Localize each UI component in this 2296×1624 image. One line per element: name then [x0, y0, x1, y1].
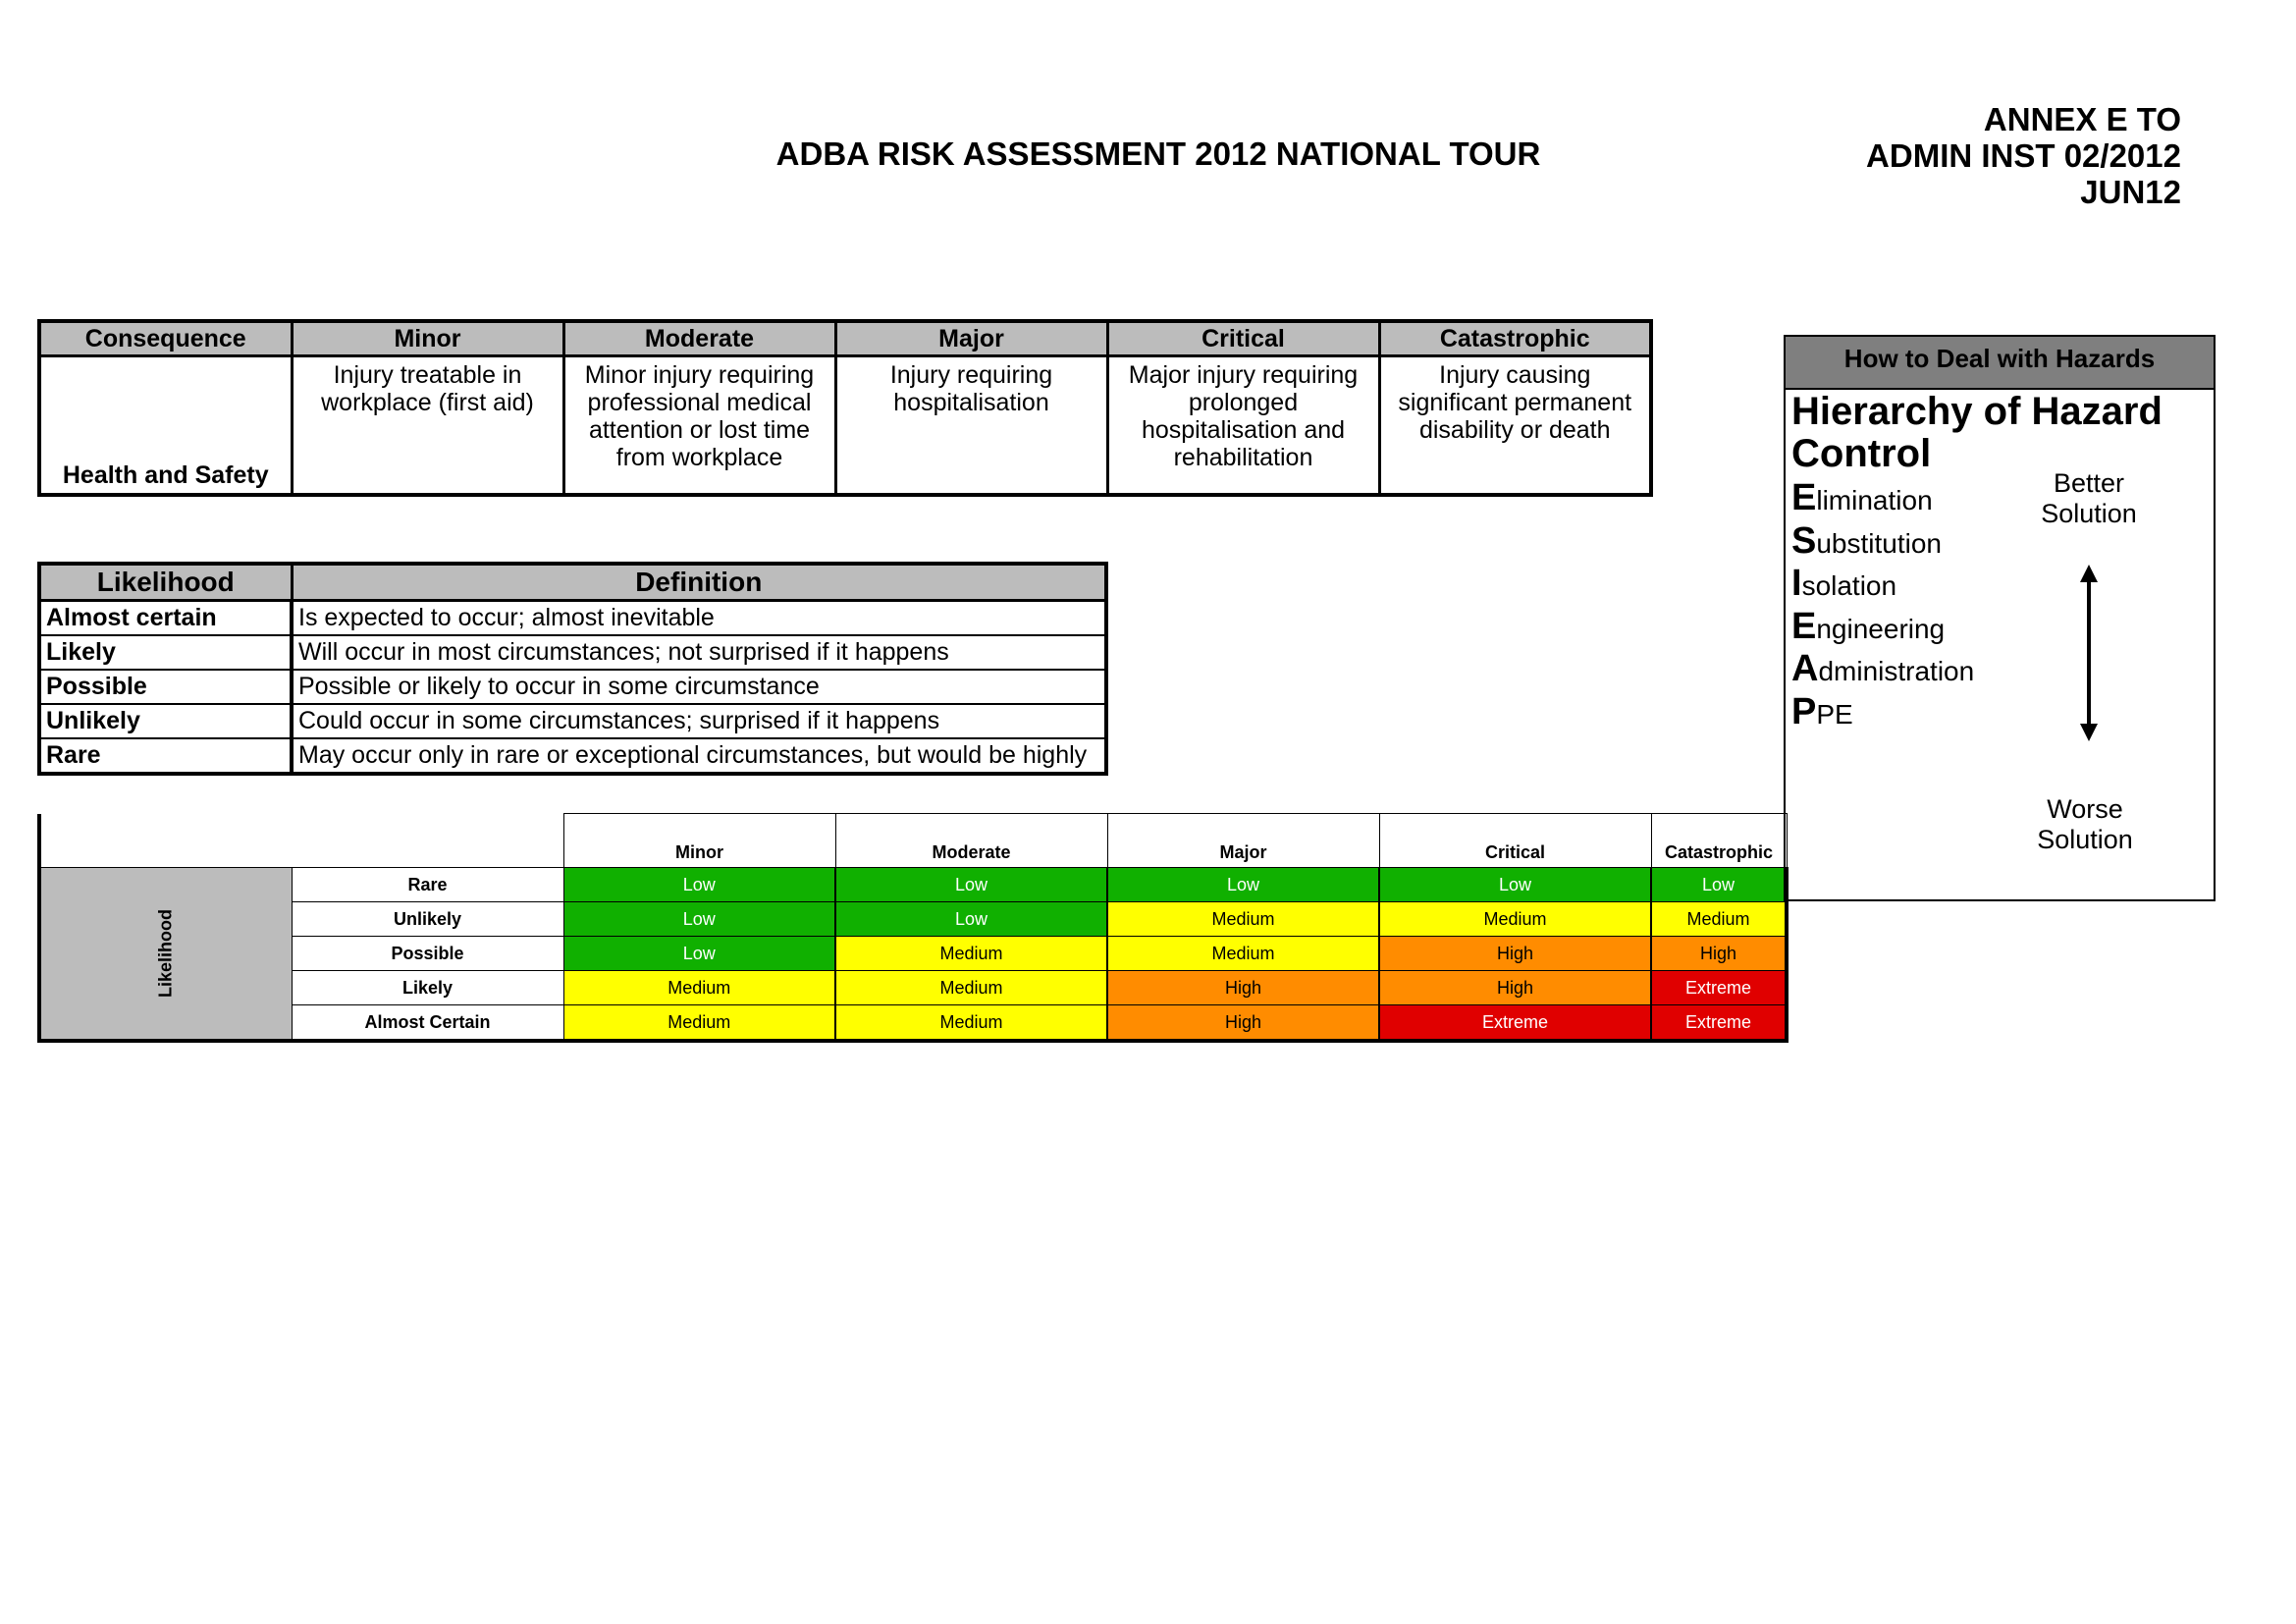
matrix-col-critical: Critical: [1379, 814, 1651, 868]
hierarchy-title: [1791, 391, 2204, 475]
better-solution-label: [2025, 468, 2153, 529]
table-row: [39, 971, 1787, 1005]
hierarchy-item: [1791, 520, 1974, 564]
table-row: [39, 738, 1106, 774]
annex-line-2: ADMIN INST 02/2012: [1866, 137, 2181, 174]
hierarchy-rest: limination: [1816, 485, 1933, 515]
table-row: [39, 635, 1106, 670]
matrix-row-label: Unlikely: [292, 902, 563, 937]
worse-solution-label: [2021, 794, 2149, 855]
risk-cell: Medium: [563, 1005, 835, 1042]
hierarchy-rest: dministration: [1818, 656, 1975, 686]
table-row: [39, 704, 1106, 738]
likelihood-label: Rare: [39, 738, 292, 774]
hierarchy-item: [1791, 477, 1974, 520]
risk-cell: Extreme: [1379, 1005, 1651, 1042]
likelihood-table: [37, 562, 1108, 776]
consequence-desc-critical: Major injury requiring prolonged hospitalisation and rehabilitation: [1107, 356, 1379, 496]
hierarchy-initial: A: [1791, 648, 1819, 689]
consequence-header-moderate: Moderate: [563, 321, 835, 356]
page-title: ADBA RISK ASSESSMENT 2012 NATIONAL TOUR: [775, 135, 1541, 172]
consequence-header-catastrophic: Catastrophic: [1379, 321, 1651, 356]
hierarchy-initial: E: [1791, 477, 1817, 518]
table-row: [39, 937, 1787, 971]
likelihood-label: Possible: [39, 670, 292, 704]
consequence-header: Consequence: [39, 321, 292, 356]
matrix-col-major: Major: [1107, 814, 1379, 868]
risk-cell: Low: [563, 937, 835, 971]
consequence-desc-moderate: Minor injury requiring professional medical attention or lost time from workplace: [563, 356, 835, 496]
table-row: [39, 601, 1106, 636]
hazard-control-box: [1784, 335, 2216, 901]
worse-line-2: Solution: [2037, 825, 2133, 854]
annex-line-3: JUN12: [2080, 174, 2181, 210]
risk-cell: Low: [835, 868, 1107, 902]
likelihood-definition: Possible or likely to occur in some circumstance: [292, 670, 1106, 704]
table-row: [39, 670, 1106, 704]
likelihood-label: Almost certain: [39, 601, 292, 636]
likelihood-definition: Could occur in some circumstances; surprised if it happens: [292, 704, 1106, 738]
risk-cell: High: [1651, 937, 1787, 971]
hierarchy-rest: ngineering: [1816, 613, 1946, 644]
hazard-box-header: How to Deal with Hazards: [1786, 337, 2214, 390]
matrix-row-label: Likely: [292, 971, 563, 1005]
matrix-row-label: Possible: [292, 937, 563, 971]
risk-cell: Low: [563, 868, 835, 902]
risk-cell: High: [1107, 1005, 1379, 1042]
better-line-1: Better: [2053, 468, 2125, 498]
consequence-row-label: Health and Safety: [39, 356, 292, 496]
consequence-desc-minor: Injury treatable in workplace (first aid): [292, 356, 563, 496]
double-arrow-icon: [2074, 565, 2104, 741]
likelihood-definition: May occur only in rare or exceptional circumstances, but would be highly: [292, 738, 1106, 774]
table-row: [39, 902, 1787, 937]
matrix-side-label: [39, 868, 292, 1042]
hierarchy-initial: E: [1791, 605, 1817, 647]
risk-cell: Low: [1379, 868, 1651, 902]
matrix-row-label: Almost Certain: [292, 1005, 563, 1042]
consequence-header-minor: Minor: [292, 321, 563, 356]
consequence-desc-catastrophic: Injury causing significant permanent disability or death: [1379, 356, 1651, 496]
table-row: [39, 868, 1787, 902]
risk-cell: Low: [1107, 868, 1379, 902]
risk-cell: Medium: [835, 1005, 1107, 1042]
worse-line-1: Worse: [2047, 794, 2123, 824]
hierarchy-item: [1791, 563, 1974, 606]
matrix-col-catastrophic: Catastrophic: [1651, 814, 1787, 868]
consequence-desc-major: Injury requiring hospitalisation: [835, 356, 1107, 496]
matrix-col-moderate: Moderate: [835, 814, 1107, 868]
hierarchy-initial: P: [1791, 690, 1817, 732]
annex-line-1: ANNEX E TO: [1983, 101, 2181, 137]
hierarchy-title-line-2: Control: [1791, 432, 1932, 475]
consequence-header-critical: Critical: [1107, 321, 1379, 356]
hierarchy-initial: S: [1791, 519, 1817, 562]
hierarchy-item: [1791, 691, 1974, 734]
hierarchy-list: [1791, 477, 1974, 733]
consequence-header-major: Major: [835, 321, 1107, 356]
matrix-col-minor: Minor: [563, 814, 835, 868]
risk-cell: Low: [1651, 868, 1787, 902]
definition-header: Definition: [292, 564, 1106, 601]
risk-cell: Medium: [563, 971, 835, 1005]
consequence-table: [37, 319, 1653, 497]
likelihood-label: Likely: [39, 635, 292, 670]
risk-cell: High: [1379, 971, 1651, 1005]
risk-cell: High: [1107, 971, 1379, 1005]
hierarchy-rest: ubstitution: [1816, 527, 1942, 559]
table-row: [39, 1005, 1787, 1042]
risk-cell: Extreme: [1651, 1005, 1787, 1042]
hierarchy-initial: I: [1791, 563, 1802, 604]
likelihood-header: Likelihood: [39, 564, 292, 601]
hierarchy-item: [1791, 606, 1974, 649]
matrix-side-label-text: Likelihood: [155, 909, 176, 998]
risk-cell: Medium: [1107, 937, 1379, 971]
likelihood-definition: Is expected to occur; almost inevitable: [292, 601, 1106, 636]
risk-cell: Low: [835, 902, 1107, 937]
risk-cell: Medium: [835, 937, 1107, 971]
risk-cell: High: [1379, 937, 1651, 971]
hierarchy-rest: solation: [1801, 570, 1897, 601]
risk-cell: Medium: [1107, 902, 1379, 937]
risk-cell: Medium: [1379, 902, 1651, 937]
matrix-row-label: Rare: [292, 868, 563, 902]
risk-cell: Medium: [835, 971, 1107, 1005]
matrix-corner: [39, 814, 563, 868]
hierarchy-title-line-1: Hierarchy of Hazard: [1791, 390, 2163, 433]
risk-cell: Medium: [1651, 902, 1787, 937]
risk-cell: Low: [563, 902, 835, 937]
hierarchy-item: [1791, 648, 1974, 691]
likelihood-definition: Will occur in most circumstances; not surprised if it happens: [292, 635, 1106, 670]
risk-cell: Extreme: [1651, 971, 1787, 1005]
hierarchy-rest: PE: [1816, 698, 1853, 730]
annex-reference: [1866, 101, 2181, 210]
risk-matrix: [37, 813, 1789, 1043]
likelihood-label: Unlikely: [39, 704, 292, 738]
better-line-2: Solution: [2041, 499, 2137, 528]
